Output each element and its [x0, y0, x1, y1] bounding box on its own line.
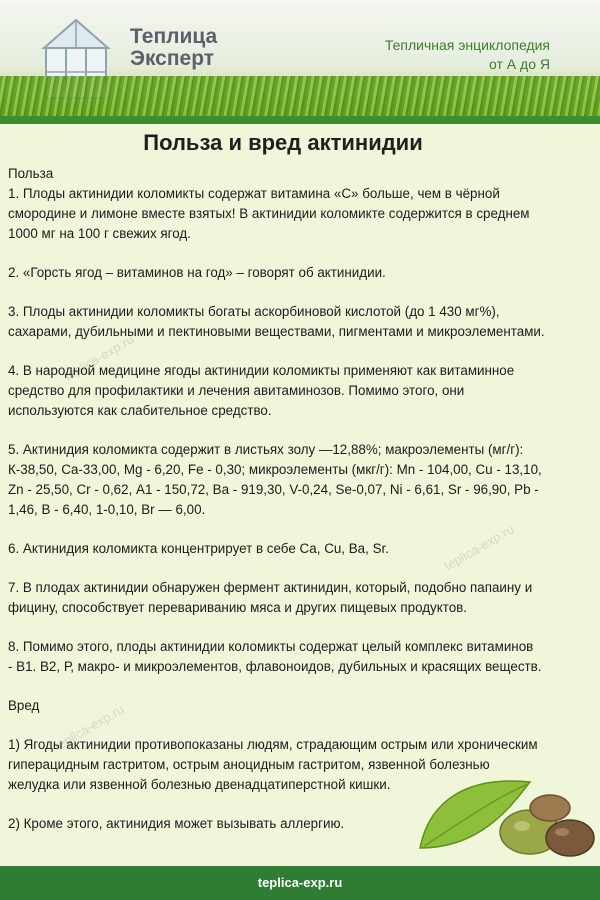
paragraph-line: средство для профилактики и лечения авитаминозов. Помимо этого, они — [8, 383, 465, 398]
paragraph-line: фицину, способствует перевариванию мяса и других пищевых продуктов. — [8, 600, 468, 615]
paragraph-line: смородине и лимоне вместе взятых! В актинидии коломикте содержится в среднем — [8, 206, 530, 221]
tagline-line: Тепличная энциклопедия — [384, 37, 550, 53]
paragraph-line: гиперацидным гастритом, острым аноцидным гастритом, язвенной болезнью — [8, 757, 490, 772]
logo-line: Теплица — [130, 25, 218, 48]
paragraph-line: 2) Кроме этого, актинидия может вызывать аллергию. — [8, 816, 345, 831]
paragraph-line: 7. В плодах актинидии обнаружен фермент актинидин, который, подобно папаину и — [8, 580, 533, 595]
paragraph-line: 5. Актинидия коломикта содержит в листьях золу —12,88%; макроэлементы (мг/г): — [8, 442, 524, 457]
watermark: teplica-exp.ru — [61, 331, 137, 384]
watermark: teplica-exp.ru — [441, 521, 517, 574]
logo-text — [130, 26, 217, 70]
section-heading: Вред — [8, 698, 40, 713]
paragraph-line: - В1. В2, Р, макро- и микроэлементов, флавоноидов, дубильных и красящих веществ. — [8, 659, 542, 674]
tagline — [385, 36, 550, 74]
tagline-line: от А до Я — [489, 56, 550, 72]
paragraph-line: Zn - 25,50, Cr - 0,62, А1 - 150,72, Ва - 919,30, V-0,24, Se-0,07, Ni - 6,61, Sr - 96,90, Pb - — [8, 482, 539, 497]
paragraph-line: желудка или язвенной болезнью двенадцатиперстной кишки. — [8, 777, 391, 792]
section-heading: Польза — [8, 166, 54, 181]
paragraph-line: 8. Помимо этого, плоды актинидии коломикты содержат целый комплекс витаминов — [8, 639, 534, 654]
paragraph-line: используются как слабительное средство. — [8, 403, 272, 418]
header-banner — [0, 0, 600, 116]
paragraph-line: сахарами, дубильными и пектиновыми веществами, пигментами и микроэлементами. — [8, 324, 545, 339]
paragraph-line: 6. Актинидия коломикта концентрирует в себе Са, Сu, Ва, Sr. — [8, 541, 389, 556]
kiwi-berries-illustration — [410, 768, 595, 863]
logo-line: Эксперт — [130, 47, 215, 70]
paragraph-line: 1,46, В - 6,40, 1-0,10, Br — 6,00. — [8, 502, 206, 517]
watermark: teplica-exp.ru — [51, 701, 127, 754]
paragraph-line: К-38,50, Са-33,00, Мg - 6,20, Fe - 0,30; микроэлементы (мкг/г): Mn - 104,00, Сu - 13,10, — [8, 462, 542, 477]
paragraph-line: 1. Плоды актинидии коломикты содержат витамина «С» больше, чем в чёрной — [8, 186, 500, 201]
footer[interactable]: teplica-exp.ru — [0, 866, 600, 900]
paragraph-line: 2. «Горсть ягод – витаминов на год» – говорят об актинидии. — [8, 265, 386, 280]
article-text — [8, 164, 600, 834]
paragraph-line: 4. В народной медицине ягоды актинидии коломикты применяют как витаминное — [8, 363, 515, 378]
paragraph-line: 1) Ягоды актинидии противопоказаны людям, страдающим острым или хроническим — [8, 737, 538, 752]
page-title: Польза и вред актинидии — [143, 130, 423, 155]
grass-strip — [0, 76, 600, 116]
paragraph-line: 3. Плоды актинидии коломикты богаты аскорбиновой кислотой (до 1 430 мг%), — [8, 304, 500, 319]
paragraph-line: 1000 мг на 100 г свежих ягод. — [8, 226, 191, 241]
